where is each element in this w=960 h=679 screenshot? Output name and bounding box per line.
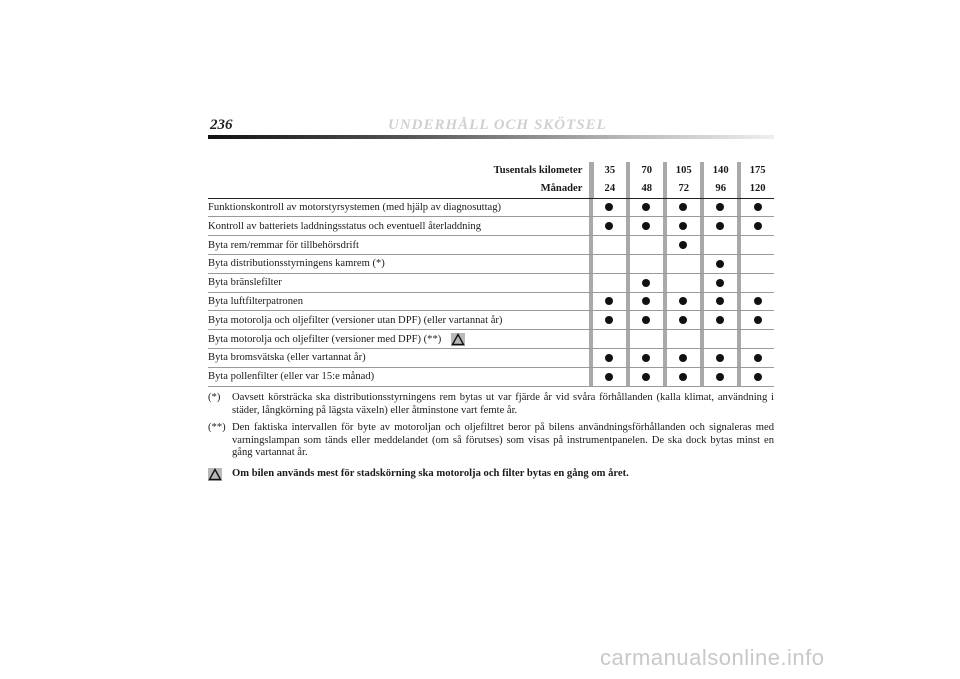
months-col-3: 72 — [678, 183, 690, 195]
service-dot-icon — [605, 297, 613, 305]
service-dot-icon — [679, 297, 687, 305]
watermark: carmanualsonline.info — [600, 645, 825, 670]
interval-cell — [630, 222, 663, 230]
footnote-mark: (*) — [208, 392, 221, 403]
months-col-4: 96 — [715, 183, 726, 195]
footnote-text: Den faktiska intervallen för byte av motoroljan och oljefiltret beror på bilens användningsförhållanden och signaleras med varningslampan som tänds eller meddelandet (om så förutses) som visas på instrumentpanelen. De ska dock bytas minst en gång vartannat år. — [232, 422, 774, 459]
footnote-1 — [208, 392, 774, 417]
months-col-5: 120 — [749, 183, 766, 195]
row-label: Byta motorolja och oljefilter (versioner utan DPF) (eller vartannat år) — [208, 314, 503, 326]
table-row — [208, 349, 774, 368]
interval-cell — [704, 354, 737, 362]
service-dot-icon — [716, 260, 724, 268]
service-dot-icon — [605, 222, 613, 230]
service-dot-icon — [642, 279, 650, 287]
page-number: 236 — [210, 117, 233, 133]
interval-cell — [704, 203, 737, 211]
interval-cell — [704, 316, 737, 324]
service-dot-icon — [679, 373, 687, 381]
service-dot-icon — [679, 354, 687, 362]
interval-cell — [741, 203, 774, 211]
service-dot-icon — [605, 354, 613, 362]
service-dot-icon — [716, 297, 724, 305]
table-row — [208, 274, 774, 293]
interval-cell — [741, 297, 774, 305]
km-col-5: 175 — [749, 165, 766, 177]
row-label: Byta motorolja och oljefilter (versioner med DPF) (**) — [208, 333, 584, 346]
table-row — [208, 311, 774, 330]
service-dot-icon — [679, 316, 687, 324]
service-dot-icon — [679, 241, 687, 249]
months-col-2: 48 — [641, 183, 653, 195]
interval-cell — [630, 203, 663, 211]
footnote-2 — [208, 422, 774, 460]
warning-triangle-icon — [451, 333, 465, 346]
table-header-km — [208, 162, 774, 180]
warning-note — [208, 468, 774, 481]
table-row — [208, 199, 774, 218]
footnote-text: Oavsett körsträcka ska distributionsstyrningens rem bytas ut var fjärde år vid svåra förhållanden (kalla klimat, användning i städer, långkörning på lägsta växeln) eller åtminstone vart femte år. — [232, 392, 774, 416]
interval-cell — [704, 260, 737, 268]
interval-cell — [704, 373, 737, 381]
interval-cell — [704, 222, 737, 230]
interval-cell — [741, 222, 774, 230]
service-dot-icon — [642, 203, 650, 211]
km-col-4: 140 — [712, 165, 729, 177]
table-row — [208, 293, 774, 312]
service-dot-icon — [679, 222, 687, 230]
row-label: Byta luftfilterpatronen — [208, 295, 304, 307]
service-dot-icon — [605, 316, 613, 324]
interval-cell — [630, 279, 663, 287]
interval-cell — [741, 354, 774, 362]
table-row — [208, 217, 774, 236]
interval-cell — [667, 222, 700, 230]
interval-cell — [630, 373, 663, 381]
interval-cell — [741, 373, 774, 381]
service-dot-icon — [716, 222, 724, 230]
footnotes — [208, 392, 774, 486]
km-col-1: 35 — [604, 165, 616, 177]
interval-cell — [593, 354, 626, 362]
interval-cell — [630, 354, 663, 362]
service-dot-icon — [642, 297, 650, 305]
row-label: Kontroll av batteriets laddningsstatus och eventuell återladdning — [208, 220, 482, 232]
interval-cell — [593, 373, 626, 381]
interval-cell — [593, 203, 626, 211]
months-header-label: Månader — [540, 183, 583, 195]
service-dot-icon — [754, 354, 762, 362]
table-row — [208, 255, 774, 274]
service-dot-icon — [642, 373, 650, 381]
footnote-mark: (**) — [208, 422, 226, 434]
service-dot-icon — [642, 316, 650, 324]
months-col-1: 24 — [604, 183, 616, 195]
service-dot-icon — [754, 297, 762, 305]
interval-cell — [630, 297, 663, 305]
row-label: Byta distributionsstyrningens kamrem (*) — [208, 258, 385, 270]
service-dot-icon — [716, 373, 724, 381]
km-col-2: 70 — [641, 165, 653, 177]
km-col-3: 105 — [675, 165, 692, 177]
interval-cell — [593, 316, 626, 324]
row-label: Byta bränslefilter — [208, 277, 282, 289]
interval-cell — [667, 354, 700, 362]
interval-cell — [667, 241, 700, 249]
row-label: Funktionskontroll av motorstyrsystemen (med hjälp av diagnosuttag) — [208, 201, 502, 213]
service-dot-icon — [605, 373, 613, 381]
interval-cell — [593, 222, 626, 230]
interval-cell — [667, 316, 700, 324]
row-label: Byta bromsvätska (eller vartannat år) — [208, 352, 366, 364]
maintenance-table — [208, 162, 774, 387]
service-dot-icon — [605, 203, 613, 211]
service-dot-icon — [754, 316, 762, 324]
service-dot-icon — [679, 203, 687, 211]
warning-triangle-icon — [208, 468, 222, 481]
table-header-months — [208, 180, 774, 199]
interval-cell — [630, 316, 663, 324]
header-rule — [208, 135, 774, 139]
interval-cell — [704, 297, 737, 305]
interval-cell — [704, 279, 737, 287]
warning-note-text: Om bilen används mest för stadskörning ska motorolja och filter bytas en gång om året. — [232, 467, 629, 479]
service-dot-icon — [716, 279, 724, 287]
service-dot-icon — [754, 373, 762, 381]
interval-cell — [667, 203, 700, 211]
service-dot-icon — [716, 354, 724, 362]
service-dot-icon — [642, 222, 650, 230]
service-dot-icon — [754, 222, 762, 230]
service-dot-icon — [642, 354, 650, 362]
interval-cell — [593, 297, 626, 305]
table-row — [208, 330, 774, 349]
row-label: Byta rem/remmar för tillbehörsdrift — [208, 239, 359, 251]
interval-cell — [667, 297, 700, 305]
service-dot-icon — [716, 203, 724, 211]
service-dot-icon — [716, 316, 724, 324]
section-title: UNDERHÅLL OCH SKÖTSEL — [388, 117, 607, 133]
service-dot-icon — [754, 203, 762, 211]
interval-cell — [667, 373, 700, 381]
km-header-label: Tusentals kilometer — [493, 165, 583, 177]
row-label: Byta pollenfilter (eller var 15:e månad) — [208, 371, 375, 383]
table-row — [208, 368, 774, 387]
table-row — [208, 236, 774, 255]
interval-cell — [741, 316, 774, 324]
